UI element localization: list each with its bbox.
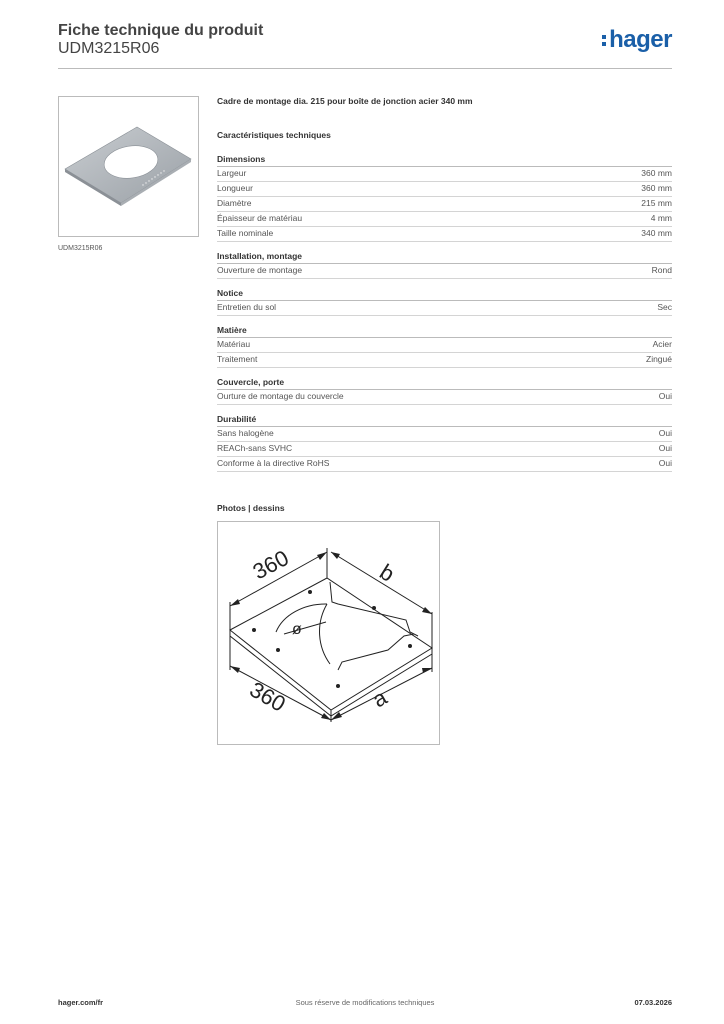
spec-label: Largeur (217, 168, 247, 178)
logo-colon-icon (602, 32, 607, 49)
spec-value: 340 mm (641, 228, 672, 238)
technical-drawing (217, 521, 440, 745)
spec-label: Ouverture de montage (217, 265, 303, 275)
product-details (217, 96, 672, 481)
spec-value: Acier (652, 339, 672, 349)
footer-disclaimer: Sous réserve de modifications techniques (295, 998, 435, 1007)
dimension-label-length: 360 (245, 676, 290, 717)
section-title: Notice (217, 288, 672, 301)
spec-row (217, 301, 672, 316)
spec-value: Sec (657, 302, 672, 312)
section-installation (217, 251, 672, 279)
section-material (217, 325, 672, 368)
product-image (58, 96, 199, 237)
spec-value: 360 mm (641, 168, 672, 178)
dimension-label-diameter: ø (292, 621, 302, 638)
spec-row (217, 338, 672, 353)
spec-value: Zingué (646, 354, 672, 364)
section-cover (217, 377, 672, 405)
spec-value: 215 mm (641, 198, 672, 208)
spec-label: Diamètre (217, 198, 252, 208)
section-dimensions (217, 154, 672, 242)
mounting-frame-image (59, 97, 198, 236)
footer-website-link[interactable]: hager.com/fr (58, 998, 104, 1007)
logo-text: hager (609, 26, 672, 53)
hager-logo (602, 26, 672, 54)
section-title: Couvercle, porte (217, 377, 672, 390)
spec-label: REACh-sans SVHC (217, 443, 293, 453)
section-title: Matière (217, 325, 672, 338)
section-title: Durabilité (217, 414, 672, 427)
dimension-drawing (218, 522, 439, 744)
spec-label: Longueur (217, 183, 253, 193)
section-notice (217, 288, 672, 316)
spec-label: Épaisseur de matériau (217, 213, 303, 223)
spec-row (217, 457, 672, 472)
section-title: Dimensions (217, 154, 672, 167)
dimension-label-a: a (368, 684, 392, 713)
spec-label: Sans halogène (217, 428, 274, 438)
product-reference: UDM3215R06 (58, 40, 160, 57)
spec-label: Entretien du sol (217, 302, 277, 312)
spec-row (217, 167, 672, 182)
spec-row (217, 212, 672, 227)
product-description: Cadre de montage dia. 215 pour boîte de jonction acier 340 mm (217, 96, 473, 106)
spec-value: 360 mm (641, 183, 672, 193)
spec-row (217, 390, 672, 405)
section-title: Installation, montage (217, 251, 672, 264)
spec-label: Ourture de montage du couvercle (217, 391, 344, 401)
spec-value: Oui (658, 391, 672, 401)
footer-date: 07.03.2026 (634, 998, 672, 1007)
spec-value: Rond (651, 265, 672, 275)
spec-row (217, 442, 672, 457)
spec-row (217, 353, 672, 368)
page-header (58, 20, 672, 69)
spec-value: Oui (658, 428, 672, 438)
spec-row (217, 427, 672, 442)
product-image-caption: UDM3215R06 (58, 245, 103, 252)
spec-label: Traitement (217, 354, 258, 364)
spec-label: Matériau (217, 339, 251, 349)
spec-row (217, 227, 672, 242)
section-durability (217, 414, 672, 472)
spec-value: 4 mm (650, 213, 672, 223)
spec-row (217, 264, 672, 279)
dimension-label-width: 360 (248, 545, 293, 585)
photos-title: Photos | dessins (217, 503, 285, 513)
spec-value: Oui (658, 458, 672, 468)
spec-label: Conforme à la directive RoHS (217, 458, 330, 468)
document-title: Fiche technique du produit (58, 22, 264, 39)
spec-row (217, 197, 672, 212)
spec-row (217, 182, 672, 197)
spec-value: Oui (658, 443, 672, 453)
technical-characteristics-heading: Caractéristiques techniques (217, 130, 331, 140)
spec-label: Taille nominale (217, 228, 274, 238)
dimension-label-b: b (375, 559, 399, 587)
